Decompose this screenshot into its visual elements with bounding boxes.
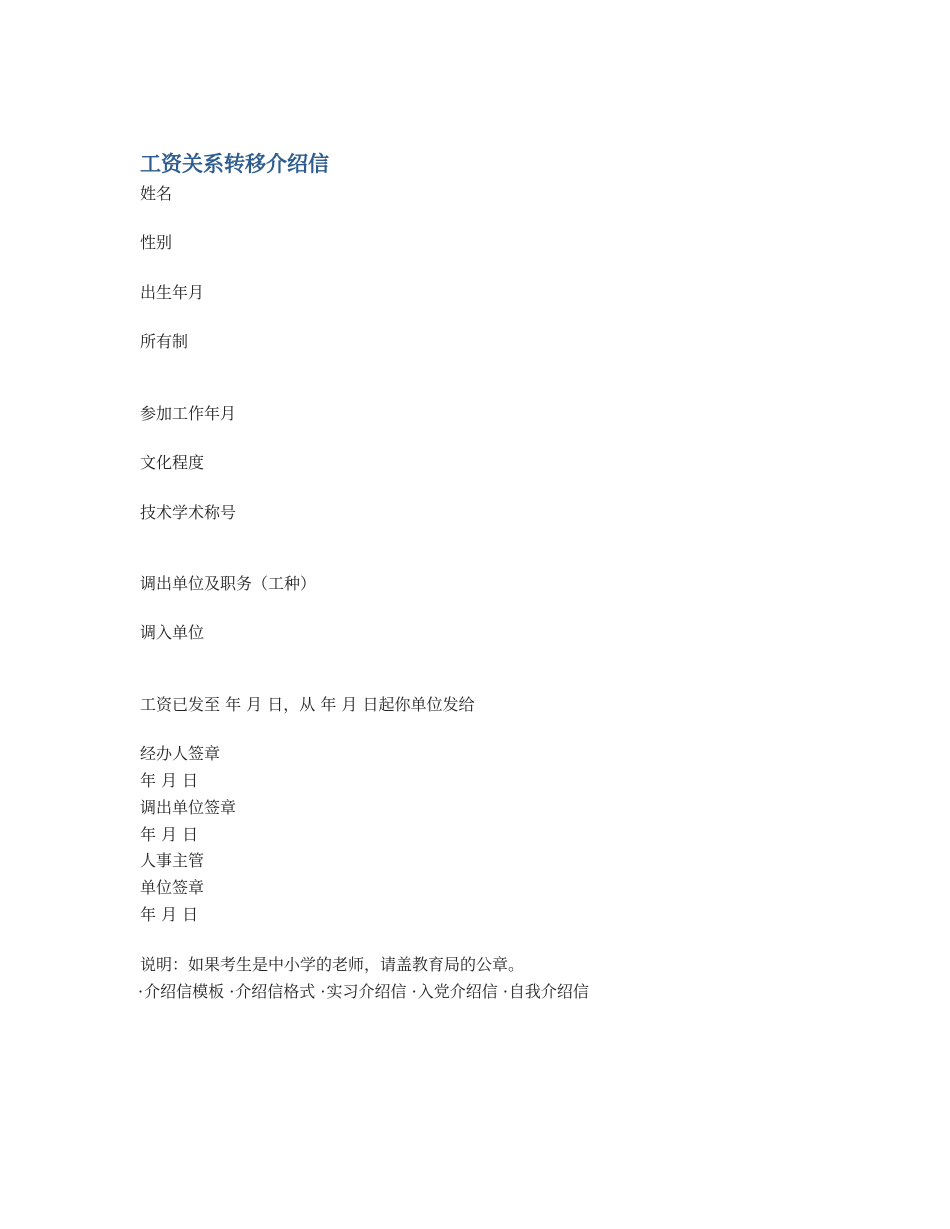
salary-statement: 工资已发至 年 月 日，从 年 月 日起你单位发给: [140, 695, 475, 714]
field-work-start-date: 参加工作年月: [140, 404, 237, 423]
link-letter-template[interactable]: 介绍信模板: [144, 982, 225, 1001]
field-transfer-out-unit: 调出单位及职务（工种）: [140, 574, 317, 593]
field-education: 文化程度: [140, 453, 205, 472]
field-technical-title: 技术学术称号: [140, 503, 237, 522]
page-title: 工资关系转移介绍信: [140, 152, 329, 176]
related-links: [138, 981, 589, 1003]
signature-date: 年 月 日: [140, 905, 199, 924]
link-separator: ·: [502, 982, 508, 1001]
field-birth-date: 出生年月: [140, 283, 205, 302]
signature-transfer-out-unit: 调出单位签章: [140, 798, 237, 817]
link-separator: ·: [138, 982, 144, 1001]
link-self-introduction[interactable]: 自我介绍信: [508, 982, 589, 1001]
field-ownership: 所有制: [140, 332, 189, 351]
link-party-letter[interactable]: 入党介绍信: [417, 982, 498, 1001]
link-separator: ·: [229, 982, 235, 1001]
field-gender: 性别: [140, 233, 173, 252]
field-transfer-in-unit: 调入单位: [140, 623, 205, 642]
link-letter-format[interactable]: 介绍信格式: [235, 982, 316, 1001]
signature-hr-manager: 人事主管: [140, 851, 205, 870]
signature-handler: 经办人签章: [140, 744, 221, 763]
note: 说明：如果考生是中小学的老师，请盖教育局的公章。: [140, 955, 525, 974]
signature-unit-seal: 单位签章: [140, 878, 205, 897]
link-internship-letter[interactable]: 实习介绍信: [326, 982, 407, 1001]
link-separator: ·: [411, 982, 417, 1001]
signature-date: 年 月 日: [140, 771, 199, 790]
field-name: 姓名: [140, 184, 173, 203]
link-separator: ·: [320, 982, 326, 1001]
signature-date: 年 月 日: [140, 825, 199, 844]
